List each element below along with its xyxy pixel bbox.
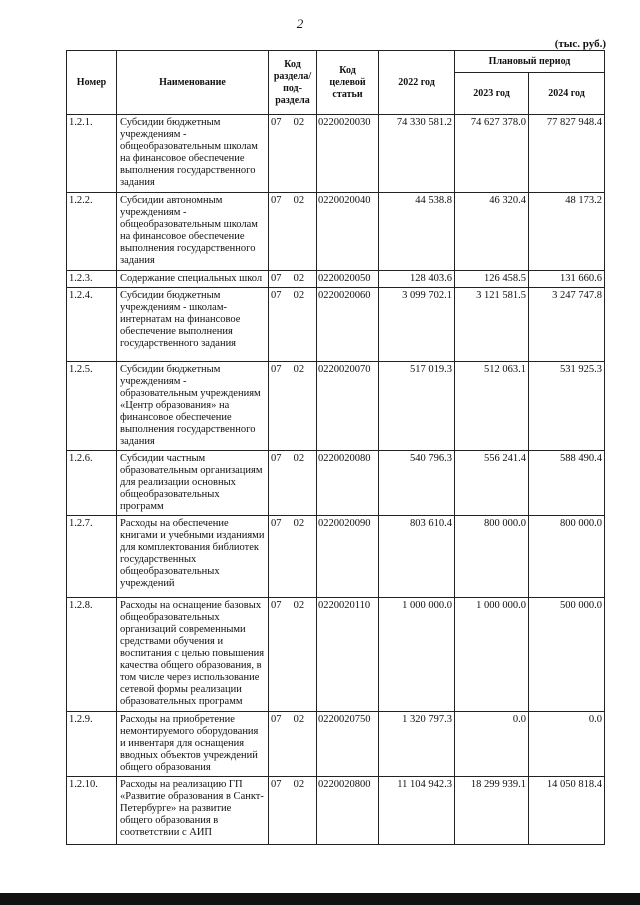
table-row [67,777,605,845]
table-row [67,193,605,271]
row-name: Субсидии частным образовательным организациям для реализации основных общеобразовательных программ [117,451,269,516]
row-value-2024: 588 490.4 [529,451,605,516]
subsection-code: 02 [293,600,305,611]
row-target-code: 0220020060 [317,288,379,362]
table-row [67,288,605,362]
row-value-2024: 3 247 747.8 [529,288,605,362]
subsection-code: 02 [293,714,305,725]
row-target-code: 0220020110 [317,598,379,712]
budget-table [66,50,605,845]
table-row [67,451,605,516]
table-row [67,362,605,451]
row-value-2023: 1 000 000.0 [455,598,529,712]
row-target-code: 0220020090 [317,516,379,598]
row-name: Расходы на приобретение немонтируемого оборудования и инвентаря для оснащения вводных объектов учреждений общего образования [117,712,269,777]
row-target-code: 0220020050 [317,271,379,288]
units-label: (тыс. руб.) [554,38,606,50]
row-target-code: 0220020750 [317,712,379,777]
row-value-2024: 800 000.0 [529,516,605,598]
row-section-code [269,193,317,271]
row-value-2023: 126 458.5 [455,271,529,288]
row-number: 1.2.1. [67,115,117,193]
row-section-code [269,712,317,777]
section-code: 07 [271,453,282,464]
row-value-2023: 18 299 939.1 [455,777,529,845]
row-value-2022: 11 104 942.3 [379,777,455,845]
row-value-2023: 512 063.1 [455,362,529,451]
row-value-2024: 500 000.0 [529,598,605,712]
row-number: 1.2.6. [67,451,117,516]
row-number: 1.2.5. [67,362,117,451]
col-header-number: Номер [67,51,117,115]
col-header-2024: 2024 год [529,73,605,115]
row-value-2023: 3 121 581.5 [455,288,529,362]
section-code: 07 [271,600,282,611]
row-section-code [269,115,317,193]
row-number: 1.2.2. [67,193,117,271]
table-row [67,516,605,598]
row-value-2022: 540 796.3 [379,451,455,516]
row-number: 1.2.4. [67,288,117,362]
row-name: Расходы на обеспечение книгами и учебными изданиями для комплектования библиотек государственных общеобразовательных учреждений [117,516,269,598]
row-name: Расходы на оснащение базовых общеобразовательных организаций современными средствами обучения и воспитания с целью повышения качества общего образования, в том числе через использование сетевой формы реализации образовательных программ [117,598,269,712]
row-target-code: 0220020040 [317,193,379,271]
col-header-name: Наименование [117,51,269,115]
row-number: 1.2.9. [67,712,117,777]
row-target-code: 0220020070 [317,362,379,451]
row-value-2023: 800 000.0 [455,516,529,598]
row-name: Расходы на реализацию ГП «Развитие образования в Санкт-Петербурге» на развитие общего образования в соответствии с АИП [117,777,269,845]
row-name: Субсидии бюджетным учреждениям - общеобразовательным школам на финансовое обеспечение выполнения государственного задания [117,115,269,193]
row-section-code [269,271,317,288]
row-value-2023: 46 320.4 [455,193,529,271]
table-row [67,712,605,777]
row-value-2024: 14 050 818.4 [529,777,605,845]
col-header-2022: 2022 год [379,51,455,115]
row-number: 1.2.3. [67,271,117,288]
row-value-2022: 1 320 797.3 [379,712,455,777]
row-value-2023: 556 241.4 [455,451,529,516]
col-header-section: Код раздела/ под- раздела [269,51,317,115]
col-header-planned: Плановый период [455,51,605,73]
row-section-code [269,598,317,712]
table-row [67,271,605,288]
row-value-2022: 44 538.8 [379,193,455,271]
row-value-2023: 74 627 378.0 [455,115,529,193]
row-value-2024: 77 827 948.4 [529,115,605,193]
section-code: 07 [271,779,282,790]
subsection-code: 02 [293,364,305,375]
col-header-target: Код целевой статьи [317,51,379,115]
row-value-2022: 517 019.3 [379,362,455,451]
row-value-2022: 1 000 000.0 [379,598,455,712]
subsection-code: 02 [293,453,305,464]
row-number: 1.2.10. [67,777,117,845]
subsection-code: 02 [293,779,305,790]
row-value-2022: 3 099 702.1 [379,288,455,362]
row-section-code [269,777,317,845]
row-name: Содержание специальных школ [117,271,269,288]
row-section-code [269,362,317,451]
col-header-2023: 2023 год [455,73,529,115]
table-row [67,598,605,712]
row-value-2023: 0.0 [455,712,529,777]
page-number: 2 [296,16,304,31]
row-section-code [269,288,317,362]
row-name: Субсидии автономным учреждениям - общеобразовательным школам на финансовое обеспечение выполнения государственного задания [117,193,269,271]
row-value-2022: 74 330 581.2 [379,115,455,193]
subsection-code: 02 [293,273,305,284]
table-body [67,115,605,845]
row-name: Субсидии бюджетным учреждениям - образовательным учреждениям «Центр образования» на финансовое обеспечение выполнения государственного задания [117,362,269,451]
subsection-code: 02 [293,195,305,206]
row-name: Субсидии бюджетным учреждениям - школам-интернатам на финансовое обеспечение выполнения государственного задания [117,288,269,362]
row-value-2024: 531 925.3 [529,362,605,451]
row-number: 1.2.7. [67,516,117,598]
section-code: 07 [271,518,282,529]
row-target-code: 0220020080 [317,451,379,516]
row-value-2024: 131 660.6 [529,271,605,288]
section-code: 07 [271,290,282,301]
row-section-code [269,451,317,516]
row-value-2024: 48 173.2 [529,193,605,271]
section-code: 07 [271,117,282,128]
row-section-code [269,516,317,598]
subsection-code: 02 [293,117,305,128]
row-value-2022: 803 610.4 [379,516,455,598]
section-code: 07 [271,273,282,284]
row-value-2022: 128 403.6 [379,271,455,288]
section-code: 07 [271,195,282,206]
subsection-code: 02 [293,518,305,529]
table-row [67,115,605,193]
row-target-code: 0220020030 [317,115,379,193]
scan-edge [0,893,640,905]
row-value-2024: 0.0 [529,712,605,777]
section-code: 07 [271,364,282,375]
section-code: 07 [271,714,282,725]
row-target-code: 0220020800 [317,777,379,845]
subsection-code: 02 [293,290,305,301]
row-number: 1.2.8. [67,598,117,712]
